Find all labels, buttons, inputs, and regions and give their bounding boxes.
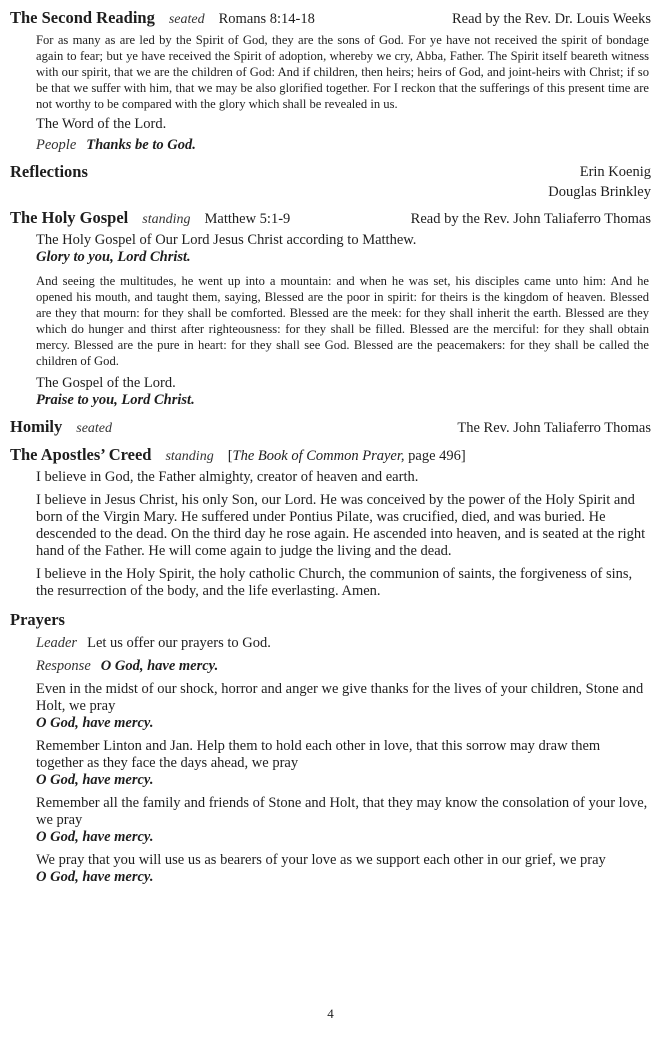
reader-name: Read by the Rev. John Taliaferro Thomas: [410, 211, 651, 227]
section-title: The Apostles’ Creed: [10, 445, 152, 464]
response-label: Response: [36, 658, 91, 674]
creed-source: [228, 448, 466, 465]
creed-paragraph: I believe in Jesus Christ, his only Son, our Lord. He was conceived by the power of the Holy Spirit and born of the Virgin Mary. He suffered under Pontius Pilate, was crucified, died, and was buried. He descended to the dead. On the third day he rose again. He ascended into heaven, and is seated at the right hand of the Father. He will come again to judge the living and the dead.: [36, 492, 646, 559]
reflections-speaker: Douglas Brinkley: [548, 184, 651, 200]
petition: [36, 795, 649, 846]
gospel-intro-response: Glory to you, Lord Christ.: [36, 249, 191, 265]
posture-note: standing: [142, 212, 191, 227]
section-title: Prayers: [10, 610, 65, 629]
section-title: The Second Reading: [10, 8, 155, 27]
gospel-closing: The Gospel of the Lord.: [36, 375, 176, 391]
source-book: The Book of Common Prayer,: [232, 448, 405, 464]
scripture-reference: Matthew 5:1-9: [204, 211, 291, 227]
people-label: People: [36, 137, 77, 153]
page-number: 4: [327, 1006, 334, 1021]
leader-text: Let us offer our prayers to God.: [87, 635, 271, 651]
people-response-line: [36, 137, 649, 154]
leader-label: Leader: [36, 635, 78, 651]
reflections-speaker: Erin Koenig: [579, 164, 651, 180]
response-line: [36, 658, 649, 675]
gospel-header: [10, 208, 651, 228]
petition-response: O God, have mercy.: [36, 715, 154, 731]
creed-paragraph: I believe in the Holy Spirit, the holy catholic Church, the communion of saints, the forgiveness of sins, the resurrection of the body, and the life everlasting. Amen.: [36, 566, 633, 599]
gospel-closing-response: Praise to you, Lord Christ.: [36, 392, 195, 408]
posture-note: seated: [168, 12, 205, 27]
response-text: O God, have mercy.: [100, 658, 219, 674]
gospel-intro: The Holy Gospel of Our Lord Jesus Christ according to Matthew.: [36, 232, 417, 248]
posture-note: seated: [76, 421, 113, 436]
reader-name: Read by the Rev. Dr. Louis Weeks: [452, 11, 651, 27]
section-title: The Holy Gospel: [10, 208, 129, 227]
source-bracket: [: [227, 448, 233, 464]
second-reading-section: [10, 8, 651, 154]
petition-response: O God, have mercy.: [36, 772, 154, 788]
petition-text: Remember all the family and friends of Stone and Holt, that they may know the consolation of your love, we pray: [36, 795, 648, 828]
section-title: Homily: [10, 417, 63, 436]
petition-response: O God, have mercy.: [36, 829, 154, 845]
scripture-reference: Romans 8:14-18: [218, 11, 315, 27]
source-page: page 496]: [404, 448, 466, 464]
petition-text: Remember Linton and Jan. Help them to hold each other in love, that this sorrow may draw them together as they face the days ahead, we pray: [36, 738, 601, 771]
petition: [36, 852, 649, 886]
reading-closing: The Word of the Lord.: [36, 116, 167, 132]
petition: [36, 681, 649, 732]
gospel-text: And seeing the multitudes, he went up into a mountain: and when he was set, his disciples came unto him: And he opened his mouth, and taught them, saying, Blessed are the poor in spirit: for theirs is the kingdom of heaven. Blessed are they that mourn: for they shall be comforted. Blessed are the meek: for they shall inherit the earth. Blessed are they which do hunger and thirst after righteousness: for they shall be filled. Blessed are the merciful: for they shall obtain mercy. Blessed are the pure in heart: for they shall see God. Blessed are the peacemakers: for they shall be called the children of God.: [36, 274, 649, 368]
homily-section: [10, 417, 651, 437]
creed-section: [10, 445, 651, 600]
section-title: Reflections: [10, 162, 88, 181]
reading-text: For as many as are led by the Spirit of God, they are the sons of God. For ye have not received the spirit of bondage again to fear; but ye have received the Spirit of adoption, whereby we cry, Abba, Father. The Spirit itself beareth witness with our spirit, that we are the children of God: And if children, then heirs; heirs of God, and joint-heirs with Christ; if so be that we suffer with him, that we may be also glorified together. For I reckon that the sufferings of this present time are not worthy to be compared with the glory which shall be revealed in us.: [36, 33, 649, 111]
preacher-name: The Rev. John Taliaferro Thomas: [457, 420, 651, 436]
second-reading-header: [10, 8, 651, 28]
petition: [36, 738, 649, 789]
gospel-section: [10, 208, 651, 409]
people-response: Thanks be to God.: [86, 137, 196, 153]
posture-note: standing: [165, 449, 214, 464]
petition-text: We pray that you will use us as bearers of your love as we support each other in our grief, we pray: [36, 852, 606, 868]
prayers-section: [10, 610, 651, 886]
leader-line: [36, 635, 649, 652]
petition-text: Even in the midst of our shock, horror and anger we give thanks for the lives of your children, Stone and Holt, we pray: [36, 681, 644, 714]
reflections-section: [10, 162, 651, 202]
petition-response: O God, have mercy.: [36, 869, 154, 885]
creed-paragraph: I believe in God, the Father almighty, creator of heaven and earth.: [36, 469, 419, 485]
